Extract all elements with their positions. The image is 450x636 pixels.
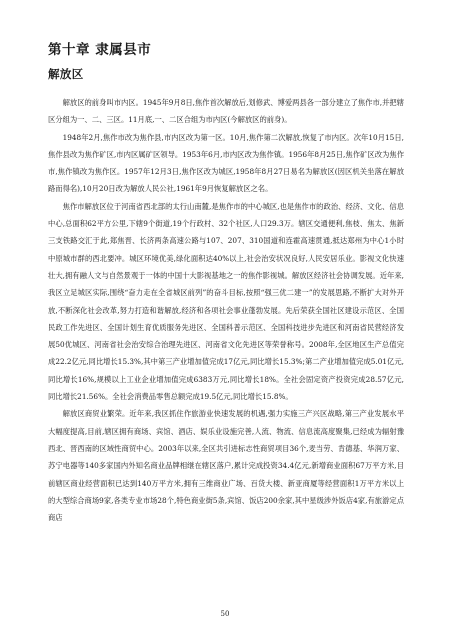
paragraph: 解放区商贸业繁荣。近年来,我区抓住作旅游业快速发展的机遇,强力实施三产兴区战略,第三产业发展水平大幅度提高,目前,辖区拥有商场、宾馆、酒店、娱乐业设施完善,人流、物流、信息流高度聚集,已经成为辐射豫西北、晋西南的区域性商贸中心。2003年以来,全区共引进标志性商贸项目36个,麦当劳、肯德基、华润万家、苏宁电器等140多家国内外知名商业品牌相继在辖区落户,累计完成投资34.4亿元,新增商业面积67万平方米,目前辖区商业经营面积已达到140万平方米,拥有三维商业广场、百货大楼、新亚商厦等经营面积1万平方米以上的大型综合商场9家,各类专业市场28个,特色商业街5条,宾馆、饭店200余家,其中星级涉外饭店4家,有旅游定点商店 [48, 409, 404, 523]
paragraph: 焦作市解放区位于河南省西北部的太行山南麓,是焦作市的中心城区,也是焦作市的政治、经济、文化、信息中心,总面积62平方公里,下辖9个街道,19个行政村、32个社区,人口29.3万。辖区交通便利,焦枝、焦太、焦新三支铁路交汇于此,郑焦晋、长济两条高速公路与107、207、310国道和连霍高速贯通,抵达郑州为中心1小时中原城市群的西北要冲。城区环境优美,绿化面积达40%以上,社会治安状况良好,人民安居乐业。影视文化快速壮大,拥有融人文与自然景观于一体的中国十大影视基地之一的焦作影视城。解放区经济社会协调发展。近年来,我区立足城区实际,围绕“奋力走在全省城区前列”的奋斗目标,按照“强三优二建一”的发展思路,不断扩大对外开放,不断深化社会改革,努力打造和谐解放,经济和各项社会事业蓬勃发展。先后荣获全国社区建设示范区、全国民政工作先进区、全国计划生育优质服务先进区、全国科普示范区、全国科技进步先进区和河南省民营经济发展50优城区、河南省社会治安综合治理先进区、河南省文化先进区等荣誉称号。2008年,全区地区生产总值完成22.2亿元,同比增长15.3%,其中第三产业增加值完成17亿元,同比增长15.3%;第二产业增加值完成5.01亿元,同比增长16%,规模以上工业企业增加值完成6383万元,同比增长18%。全社会固定资产投资完成28.57亿元,同比增长21.56%。全社会消费品零售总额完成19.5亿元,同比增长15.8%。 [48, 201, 404, 402]
body-text [48, 94, 404, 526]
page-number: 50 [220, 610, 230, 618]
paragraph: 1948年2月,焦作市改为焦作县,市内区改为第一区。10月,焦作第二次解放,恢复了市内区。次年10月15日,焦作县改为焦作矿区,市内区属矿区领导。1953年6月,市内区改为焦作镇。1956年8月25日,焦作矿区改为焦作市,焦作镇改为焦作区。1957年12月3日,焦作区改为城区,1958年8月27日易名为解放区(因区机关坐落在解放路而得名),10月20日改为解放人民公社,1961年9月恢复解放区之名。 [48, 132, 404, 194]
section-title: 解放区 [48, 67, 84, 81]
paragraph: 解放区的前身叫市内区。1945年9月8日,焦作首次解放后,划修武、博爱两县各一部分建立了焦作市,并把辖区分组为一、二、三区。11月底,一、二区合组为市内区(今解放区的前身)。 [48, 98, 404, 125]
chapter-title: 第十章 隶属县市 [48, 42, 152, 58]
